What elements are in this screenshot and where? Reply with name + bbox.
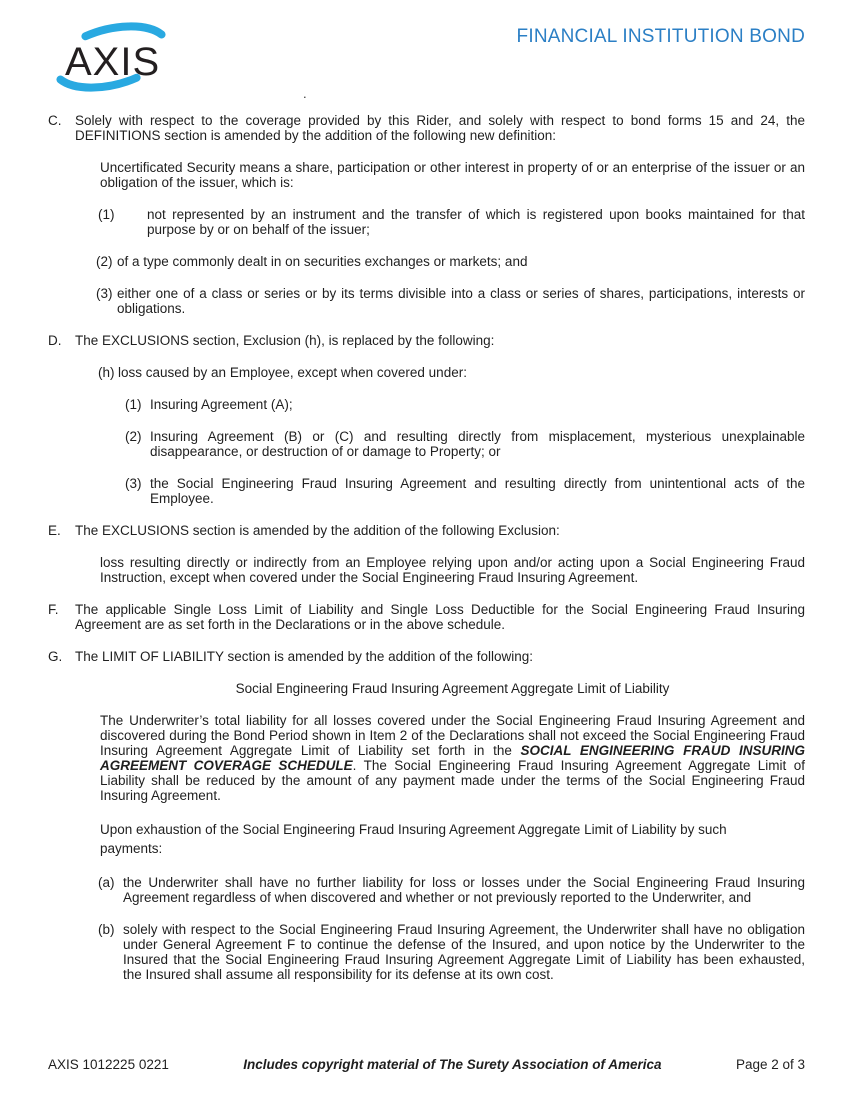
section-d-item-1 xyxy=(125,397,805,412)
section-f-text: The applicable Single Loss Limit of Liability and Single Loss Deductible for the Social Engineering Fraud Insuring Agreement are as set forth in the Declarations or in the above schedule. xyxy=(75,602,805,632)
item-label: (3) xyxy=(96,286,113,301)
section-e xyxy=(48,523,805,538)
section-g-item-b xyxy=(98,922,805,982)
section-g-item-a xyxy=(98,875,805,905)
section-g-paragraph xyxy=(100,713,805,803)
axis-logo-text: AXIS xyxy=(65,40,161,84)
item-label: (a) xyxy=(98,875,115,890)
item-text: loss caused by an Employee, except when covered under: xyxy=(118,365,467,380)
item-label: (2) xyxy=(96,254,113,269)
page-header xyxy=(48,15,805,95)
axis-logo xyxy=(48,15,180,95)
form-number: AXIS 1012225 0221 xyxy=(48,1057,169,1072)
paragraph-line: payments: xyxy=(100,841,163,856)
section-d-item-2 xyxy=(125,429,805,459)
item-label: (h) xyxy=(98,365,115,380)
section-d xyxy=(48,333,805,348)
section-c-item-1 xyxy=(98,207,805,237)
section-e-text: The EXCLUSIONS section is amended by the addition of the following Exclusion: xyxy=(75,523,560,538)
section-c-label: C. xyxy=(48,113,62,128)
section-d-label: D. xyxy=(48,333,62,348)
section-e-paragraph: loss resulting directly or indirectly from an Employee relying upon and/or acting upon a Social Engineering Fraud Instruction, except when covered under the Social Engineering Fraud Insuring Agreement. xyxy=(100,555,805,585)
item-text: of a type commonly dealt in on securities exchanges or markets; and xyxy=(117,254,528,269)
section-c-definition: Uncertificated Security means a share, participation or other interest in property of or an enterprise of the issuer or an obligation of the issuer, which is: xyxy=(100,160,805,190)
section-f-label: F. xyxy=(48,602,59,617)
paragraph-text: The Underwriter’s total liability for all losses covered under the Social Engineering Fraud Insuring Agreement and discovered during the Bond Period shown in Item 2 of the Declarations shall not exceed the Social Engineering Fraud Insuring Agreement Aggregate Limit of Liability set forth in the xyxy=(100,713,805,758)
paragraph-line: Upon exhaustion of the Social Engineering Fraud Insuring Agreement Aggregate Limit of Liability by such xyxy=(100,822,727,837)
section-e-label: E. xyxy=(48,523,61,538)
section-c-item-3 xyxy=(96,286,805,316)
item-text: not represented by an instrument and the transfer of which is registered upon books maintained for that purpose by or on behalf of the issuer; xyxy=(147,207,805,237)
page-footer xyxy=(48,1057,805,1072)
item-text: the Underwriter shall have no further liability for loss or losses under the Social Engineering Fraud Insuring Agreement regardless of when discovered and whether or not previously reported to the Underwriter, and xyxy=(123,875,805,905)
section-d-item-3 xyxy=(125,476,805,506)
section-c-item-2 xyxy=(96,254,805,269)
document-body xyxy=(48,113,805,982)
copyright-note: Includes copyright material of The Surety Association of America xyxy=(243,1057,662,1072)
item-label: (1) xyxy=(125,397,142,412)
item-label: (2) xyxy=(125,429,142,444)
item-label: (1) xyxy=(98,207,115,222)
item-text: the Social Engineering Fraud Insuring Agreement and resulting directly from unintentional acts of the Employee. xyxy=(150,476,805,506)
document-title: FINANCIAL INSTITUTION BOND xyxy=(516,26,805,47)
section-c-text: Solely with respect to the coverage provided by this Rider, and solely with respect to bond forms 15 and 24, the DEFINITIONS section is amended by the addition of the following new definition: xyxy=(75,113,805,143)
stray-mark: . xyxy=(303,86,307,101)
coverage-schedule-emphasis: SOCIAL ENGINEERING FRAUD INSURING AGREEMENT COVERAGE SCHEDULE xyxy=(100,743,805,773)
item-text: Insuring Agreement (B) or (C) and resulting directly from misplacement, mysterious unexplainable disappearance, or destruction of or damage to Property; or xyxy=(150,429,805,459)
section-g-text: The LIMIT OF LIABILITY section is amended by the addition of the following: xyxy=(75,649,533,664)
item-label: (3) xyxy=(125,476,142,491)
item-label: (b) xyxy=(98,922,115,937)
section-g-label: G. xyxy=(48,649,63,664)
page-number: Page 2 of 3 xyxy=(735,1057,805,1072)
axis-logo-graphic xyxy=(48,15,180,97)
paragraph-text: . The Social Engineering Fraud Insuring Agreement Aggregate Limit of Liability shall be reduced by the amount of any payment made under the terms of the Social Engineering Fraud Insuring Agreement. xyxy=(100,758,805,803)
section-d-exclusion-h xyxy=(98,365,805,380)
section-f xyxy=(48,602,805,632)
section-d-text: The EXCLUSIONS section, Exclusion (h), is replaced by the following: xyxy=(75,333,495,348)
aggregate-limit-heading: Social Engineering Fraud Insuring Agreement Aggregate Limit of Liability xyxy=(235,681,670,696)
section-g xyxy=(48,649,805,664)
item-text: either one of a class or series or by its terms divisible into a class or series of shares, participations, interests or obligations. xyxy=(117,286,805,316)
upon-exhaustion-paragraph xyxy=(100,820,805,858)
section-c xyxy=(48,113,805,143)
item-text: Insuring Agreement (A); xyxy=(150,397,293,412)
item-text: solely with respect to the Social Engineering Fraud Insuring Agreement, the Underwriter shall have no obligation under General Agreement F to continue the defense of the Insured, and upon notice by the Underwriter to the Insured that the Social Engineering Fraud Insuring Agreement Aggregate Limit of Liability has been exhausted, the Insured shall assume all responsibility for its defense at its own cost. xyxy=(123,922,805,982)
